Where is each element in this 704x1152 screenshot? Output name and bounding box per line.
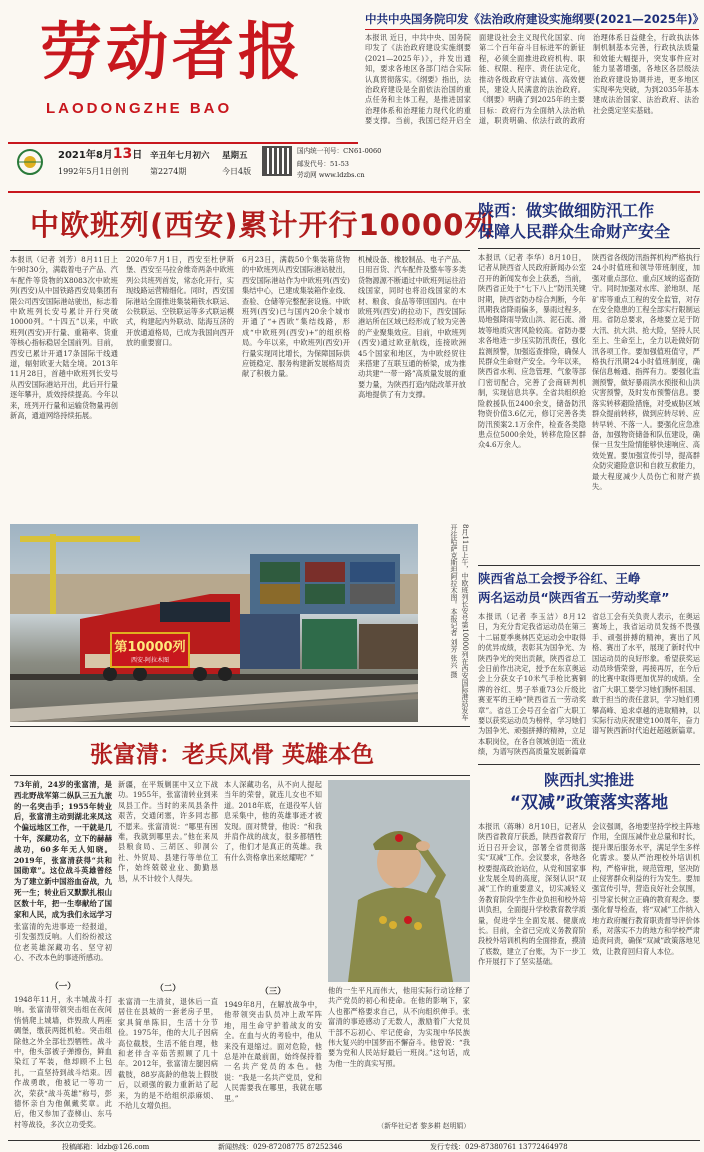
footer-dist-phone: 发行专线：029-87380761 13772464978 xyxy=(430,1143,568,1151)
zhang-rule-mid xyxy=(10,775,470,776)
award-col-1: 本报讯（记者 李玉洁）8月12日，为充分肯定我省运动员在第三十二届夏季奥林匹克运动会中取得的优异成绩，表彰其为国争光、为陕西争光的突出贡献，陕西省总工会日前作出决定，授予在东京奥运会上分获女子10米气手枪比赛铜牌的谷红、男子举重73公斤级比赛亚军的王峥“陕西省五一劳动奖章”。省总工会号召全省广大职工要以获奖运动员为榜样，学习她们为国争光、顽强拼搏的精神，立足本职岗位，在各自领域创造一流业绩，为谱写陕西高质量发展新篇章 xyxy=(478,612,586,757)
railway-col-4: 机械设备、橡胶制品、电子产品、日用百货、汽车配件及整车等多类货物源源不断通过中欧班列运往沿线国家，同时也将沿线国家的木材、粮食、食品等带回国内。在中欧班列(西安)的拉动下，西安国际港站所在区域已经形成了较为完善的产业聚集效应。目前，中欧班列(西安)通过欧亚航线，连接欧洲45个国家和地区，为中欧经贸往来搭建了互联互通的桥梁，成为推动共建“一带一路”高质量发展的重要力量，为陕西打造内陆改革开放高地提供了有力支撑。 xyxy=(358,255,466,400)
zhang-col1-sec1: 1948年11月，永丰城战斗打响。张富清带领突击组在夜间悄悄爬上城墙，炸毁敌人两座碉堡，缴获两挺机枪。突击组除他之外全部壮烈牺牲。战斗中，他头部被子弹擦伤，鲜血染红了军装，他却顾不上包扎，一直坚持到战斗结束。因作战勇敢，他被记一等功一次，荣获“战斗英雄”称号，彭德怀亲自为他佩戴奖章。此后，他又参加了壶梯山、东马村等战役，多次立功受奖。 xyxy=(14,995,112,1129)
train-photo xyxy=(10,524,418,722)
masthead-rule-top xyxy=(8,142,358,144)
zhang-col4: 他的一生平凡而伟大，他用实际行动诠释了共产党员的初心和使命。在他的影响下，家人也都严格要求自己，从不向组织伸手。张富清的事迹感动了无数人，激励着广大党员干部不忘初心、牢记使命，为实现中华民族伟大复兴的中国梦而不懈奋斗。他曾说：“我要为党和人民站好最后一班岗。”这句话，成为他一生的真实写照。 xyxy=(328,986,470,1068)
footer-news-phone: 新闻热线：029-87208775 87252346 xyxy=(218,1143,343,1151)
award-headline-l1: 陕西省总工会授予谷红、王峥 xyxy=(478,571,641,586)
railway-col-2: 2020年7月1日，西安至杜伊斯堡、西安至马拉舍维奇两条中欧班列公共班列首发，常态化开行，实现线路运营精细化。同时，西安国际港站全面推进集装箱铁水联运、公铁联运、空铁联运等多式联运模式，构建起内外联动、陆海互济的开放通道格局，已成为我国向西开放的重要窗口。 xyxy=(126,255,234,348)
train-plate xyxy=(110,632,190,668)
masthead-title: 劳动者报 xyxy=(40,15,305,88)
railway-headline: 中欧班列(西安)累计开行10000列 xyxy=(30,208,495,242)
flood-rule xyxy=(478,248,700,249)
flood-headline xyxy=(478,200,700,242)
veteran-photo xyxy=(328,780,470,982)
double-col-2: 会议强调，各地要坚持学校主阵地作用，全面压减作业总量和时长，提升课后服务水平，满足学生多样化需求。要从严治理校外培训机构，严格审批，规范管理，坚决防止侵害群众利益的行为发生。要加强宣传引导，营造良好社会氛围，引导家长树立正确的教育观念。要强化督导检查，将“双减”工作纳入地方政府履行教育职责督导评价体系，对落实不力的地方和学校严肃追责问责，确保“双减”政策落地见效，让教育回归育人本位。 xyxy=(592,822,700,956)
cn-number: 国内统一刊号：CN61-0060 xyxy=(297,147,382,155)
flood-headline-l1: 陕西：做实做细防汛工作 xyxy=(478,201,655,220)
zhang-section-2: （二） xyxy=(155,984,181,994)
masthead-emblem xyxy=(10,147,50,177)
issue-number: 第2274期 xyxy=(150,167,187,176)
train-plate-main: 第10000列 xyxy=(114,640,186,655)
flood-col-2: 陕西省各级防汛指挥机构严格执行24小时值班和领导带班制度，加强对重点部位、重点区域的巡查防守。同时加强对水库、淤地坝、尾矿库等重点工程的安全监管，对存在安全隐患的工程全部实行限制运用。省防总要求，各地要立足于防大汛、抗大洪、抢大险，坚持人民至上、生命至上，全力以赴做好防汛各项工作。要加强值班值守，严格执行汛期24小时值班制度，确保信息畅通、指挥有力。要强化监测预警，做好暴雨洪水预报和山洪灾害预警，及时发布预警信息。要落实转移避险措施，对受威胁区域群众提前转移，做到应转尽转、应转早转、不落一人。要强化应急准备，加强物资储备和队伍建设，确保一旦发生险情能够快速响应、高效处置。要加强宣传引导，提高群众防灾避险意识和自救互救能力，最大程度减少人员伤亡和财产损失。 xyxy=(592,253,700,491)
zhang-intro: 张富清的先进事迹一经报道，引发强烈反响。人们纷纷被这位老英雄深藏功名、坚守初心、不改本色的事迹所感动。 xyxy=(14,922,112,963)
postal-code: 邮发代号：51-53 xyxy=(297,160,349,168)
masthead-pinyin: LAODONGZHE BAO xyxy=(46,100,233,117)
double-col-1: 本报讯（蒋琳）8月10日，记者从陕西省教育厅获悉，陕西省教育厅近日召开会议，部署全省贯彻落实“双减”工作。会议要求，各地各校要提高政治站位，从党和国家事业发展全局的高度，深刻认识“双减”工作的重要意义，切实减轻义务教育阶段学生作业负担和校外培训负担，全面提升学校教育教学质量，促进学生全面发展、健康成长。目前，全省已完成义务教育阶段校外培训机构的全面排查，摸清了底数，建立了台账，为下一步工作开展打下了坚实基础。 xyxy=(478,822,586,967)
train-photo-caption: 8月11日上午，中欧班列长安号第10000列在西安国际港站发车开往哈萨克斯坦阿拉木图。本报记者 刘芳 张兴 摄 xyxy=(450,524,469,721)
top-story-rule xyxy=(365,29,699,30)
award-headline-l2: 两名运动员“陕西省五一劳动奖章” xyxy=(478,590,670,605)
zhang-photo-credit: （新华社记者 黎多耕 赵明娟） xyxy=(377,1122,470,1130)
lunar-date: 辛丑年七月初六 xyxy=(150,151,210,161)
railway-col-3: 6月23日，满载50个集装箱货物的中欧班列从西安国际港站驶出，西安国际港站作为中欧班列(西安)集结中心，已建成集装箱作业线、查验、仓储等完整配套设施。中欧班列(西安)已与国内20余个城市开通了“+西欧”集结线路，形成“中欧班列(西安)+”的组织格局。今年以来，中欧班列(西安)开行量实现同比增长，为保障国际供应链稳定、服务构建新发展格局贡献了积极力量。 xyxy=(242,255,350,379)
railway-col-1: 本报讯（记者 刘芳）8月11日上午9时30分，满载着电子产品、汽车配件等货物的X8083次中欧班列(西安)从中国铁路西安局集团有限公司西安国际港站驶出，标志着中欧班列长安号累计开行突破10000列。“十四五”以来，中欧班列(西安)开行量、重箱率、货重等核心指标稳居全国前列。目前，西安已累计开通17条国际干线通道，辐射欧亚大陆全境。2013年11月28日，首趟中欧班列长安号从西安国际港站开出，此后开行量逐年攀升，质效持续提高。今年以来，班列开行量和运输货物量再创新高，通道网络持续拓展。 xyxy=(10,255,118,421)
zhang-headline: 张富清：老兵风骨 英雄本色 xyxy=(90,742,375,768)
zhang-col2-sec2: 张富清一生清贫，退休后一直居住在县城的一套老房子里，家具简单陈旧，生活十分节俭。1975年，他的大儿子因病高位截肢，生活不能自理，他和老伴含辛茹苦照顾了几十年。2012年，张富清左腿因病截肢，88岁高龄的他装上假肢后，以顽强的毅力重新站了起来，为的是不给组织添麻烦、不给儿女增负担。 xyxy=(118,997,218,1111)
train-illustration xyxy=(10,524,418,722)
train-plate-sub: 西安-阿拉木图 xyxy=(130,657,170,664)
flood-headline-l2: 保障人民群众生命财产安全 xyxy=(478,222,671,241)
footer-rule xyxy=(8,1140,700,1141)
footer-email: 投稿邮箱：ldzb@126.com xyxy=(62,1143,150,1151)
award-rule-top xyxy=(478,565,700,566)
zhang-col3-top: 本人深藏功名，从不向人提起当年的荣誉，就连儿女也不知道。2018年底，在退役军人信息采集中，他的英雄事迹才被发现。面对赞誉，他说：“和我并肩作战的战友，很多都牺牲了，他们才是真正的英雄。我有什么资格拿出来炫耀呢？” xyxy=(224,780,322,862)
emblem-icon xyxy=(10,147,50,177)
award-headline xyxy=(478,569,700,607)
zhang-rule-top xyxy=(10,726,470,727)
zhang-col2-top: 新疆，在平叛剿匪中又立下战功。1955年，张富清转业到来凤县工作。当时的来凤县条件艰苦，交通闭塞，许多同志都不愿来。张富清说：“哪里有困难，我就到哪里去。”他在来凤县粮食局、三胡区、卯洞公社、外贸局、县建行等单位工作，始终兢兢业业、勤勤恳恳，从不计较个人得失。 xyxy=(118,780,218,883)
zhang-lead: 73年前，24岁的张富清，是西北野战军第二纵队三五九旅的一名突击手；1955年转业后，张富清主动到湖北来凤这个偏远地区工作，一干就是几十年，深藏功名，立下的赫赫战功，60多年无人知晓。2019年，张富清获得“共和国勋章”。这位战斗英雄曾经为了建立新中国浴血奋战，九死一生；转业后又默默扎根山区数十年，把一生奉献给了国家和人民，成为我们永远学习 xyxy=(14,780,112,919)
date-prefix: 2021年8月 xyxy=(58,150,113,161)
masthead-rule-bottom xyxy=(8,191,700,193)
veteran-illustration xyxy=(328,780,470,982)
date-day: 13 xyxy=(112,146,133,162)
website: 劳动网 www.ldzbs.cn xyxy=(297,171,365,179)
flood-col-1: 本报讯（记者 李华）8月10日，记者从陕西省人民政府新闻办公室召开的新闻发布会上获悉，当前，陕西省正处于“七下八上”防汛关键时期，陕西省防办综合判断，今年汛期我省降雨偏多，暴雨过程多，局地强降雨导致山洪、泥石流、滑坡等地质灾害风险较高。省防办要求各地进一步压实防汛责任，强化监测预警，加强巡查排险，确保人民群众生命财产安全。今年以来，陕西省水利、应急管理、气象等部门密切配合，完善了会商研判机制，实现信息共享。全省共组织抢险救援队伍2400余支，储备防汛物资价值3.6亿元，修订完善各类防汛预案2.1万余件，检查各类隐患点位5000余处，转移危险区群众4.6万余人。 xyxy=(478,253,586,450)
qr-code xyxy=(262,146,292,176)
zhang-section-1: （一） xyxy=(50,982,76,992)
founded-date: 1992年5月1日创刊 xyxy=(58,167,129,176)
double-rule-top xyxy=(478,764,700,765)
issue-date xyxy=(58,146,142,162)
zhang-col3-sec3: 1949年8月，在解放战争中，他带领突击队员冲上敌军阵地，用生命守护着战友的安全。在血与火的考验中，他从来没有退缩过。面对危险，他总是冲在最前面，始终保持着一名共产党员的本色。他说：“我是一名共产党员，党和人民需要我在哪里，我就在哪里。” xyxy=(224,1000,322,1103)
top-story-headline-text: 中共中央国务院印发《法治政府建设实施纲要(2021—2025年)》 xyxy=(365,12,704,26)
weekday: 星期五 xyxy=(222,151,248,161)
double-headline-l2: “双减”政策落实落地 xyxy=(509,793,669,813)
double-headline-l1: 陕西扎实推进 xyxy=(543,771,634,789)
top-story-headline xyxy=(365,12,704,26)
top-story-body: 本报讯 近日，中共中央、国务院印发了《法治政府建设实施纲要(2021—2025年)》，并发出通知，要求各地区各部门结合实际认真贯彻落实。《纲要》指出，法治政府建设是全面依法治国的重点任务和主体工程，是推进国家治理体系和治理能力现代化的重要支撑。当前，我国已经开启全面建设社会主义现代化国家、向第二个百年奋斗目标进军的新征程，必须全面推进政府机构、职能、权限、程序、责任法定化，推动各级政府守法诚信、高效便民，建设人民满意的法治政府。《纲要》明确了到2025年的主要目标：政府行为全面纳入法治轨道，职责明确、依法行政的政府治理体系日益健全，行政执法体制机制基本完善，行政执法质量和效能大幅提升，突发事件应对能力显著增强，各地区各层级法治政府建设协调并进，更多地区实现率先突破，为到2035年基本建成法治国家、法治政府、法治社会奠定坚实基础。 xyxy=(365,33,699,126)
zhang-section-3: （三） xyxy=(260,987,286,997)
page-count: 今日4版 xyxy=(222,167,252,176)
railway-rule xyxy=(10,250,470,251)
date-suffix: 日 xyxy=(132,150,143,161)
award-col-2: 省总工会有关负责人表示，在奥运赛场上，我省运动员发扬不畏强手、顽强拼搏的精神，赛出了风格、赛出了水平，展现了新时代中国运动员的良好形象。希望获奖运动员珍惜荣誉，再接再厉，在今后的比赛中取得更加优异的成绩。全省广大职工要学习她们胸怀祖国、敢于担当的责任意识，学习她们勇攀高峰、追求卓越的进取精神，以实际行动庆祝建党100周年，奋力谱写陕西新时代追赶超越新篇章。 xyxy=(592,612,700,736)
double-headline xyxy=(478,770,700,815)
